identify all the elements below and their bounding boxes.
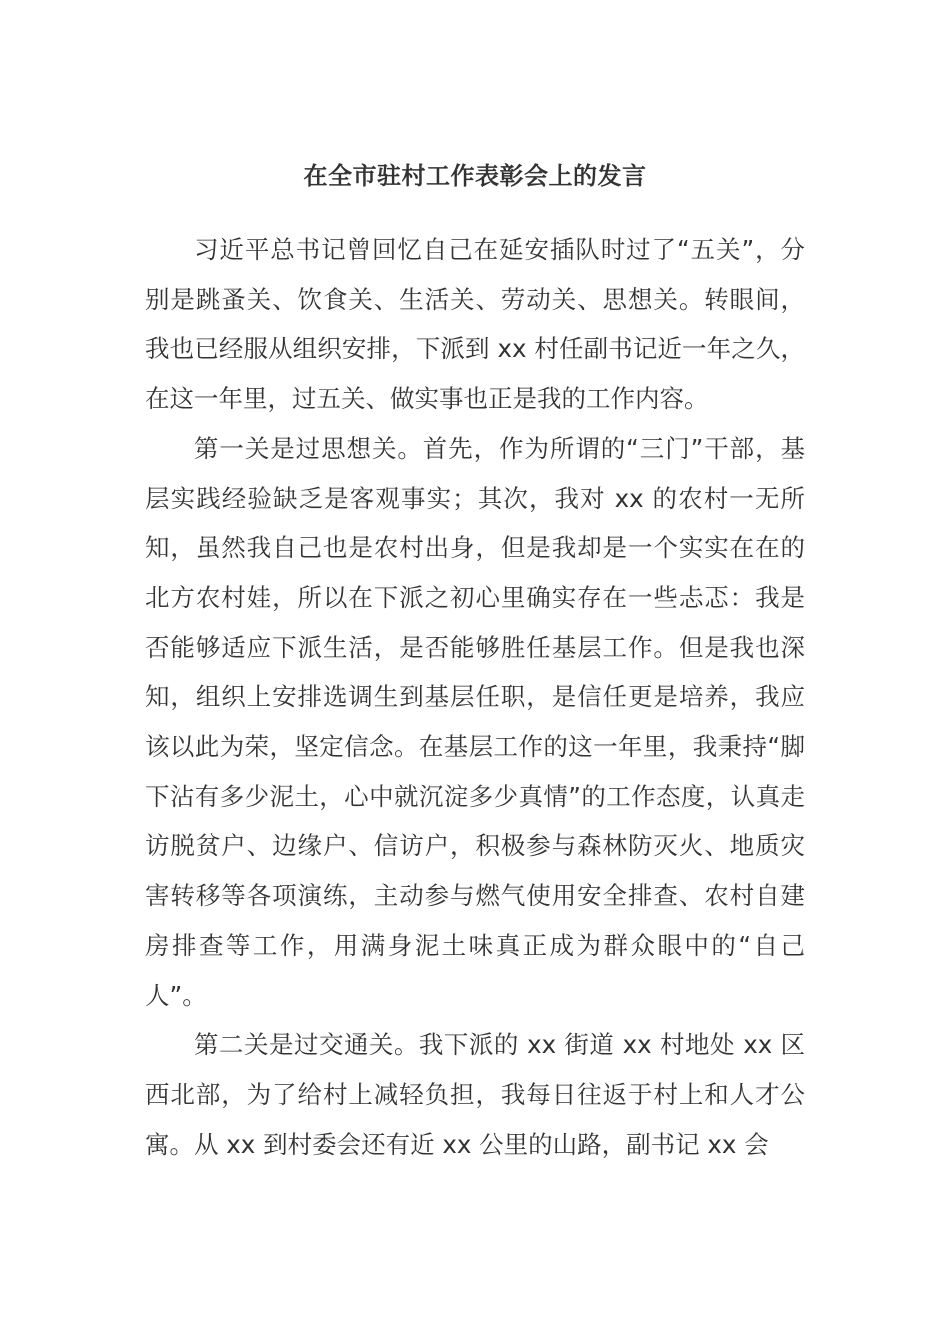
paragraph-second-pass: 第二关是过交通关。我下派的 xx 街道 xx 村地处 xx 区西北部，为了给村上减轻负担，我每日往返于村上和人才公寓。从 xx 到村委会还有近 xx 公里的山路，副书记 xx 会 <box>145 1030 805 1159</box>
document-body <box>145 225 805 1169</box>
paragraph-intro: 习近平总书记曾回忆自己在延安插队时过了“五关”，分别是跳蚤关、饮食关、生活关、劳动关、思想关。转眼间，我也已经服从组织安排，下派到 xx 村任副书记近一年之久，在这一年里，过五关、做实事也正是我的工作内容。 <box>145 235 805 414</box>
paragraph-first-pass: 第一关是过思想关。首先，作为所谓的“三门”干部，基层实践经验缺乏是客观事实；其次，我对 xx 的农村一无所知，虽然我自己也是农村出身，但是我却是一个实实在在的北方农村娃，所以在下派之初心里确实存在一些忐忑：我是否能够适应下派生活，是否能够胜任基层工作。但是我也深知，组织上安排选调生到基层任职，是信任更是培养，我应该以此为荣，坚定信念。在基层工作的这一年里，我秉持“脚下沾有多少泥土，心中就沉淀多少真情”的工作态度，认真走访脱贫户、边缘户、信访户，积极参与森林防灭火、地质灾害转移等各项演练，主动参与燃气使用安全排查、农村自建房排查等工作，用满身泥土味真正成为群众眼中的“自己人”。 <box>145 433 805 1010</box>
document-title: 在全市驻村工作表彰会上的发言 <box>303 162 647 190</box>
